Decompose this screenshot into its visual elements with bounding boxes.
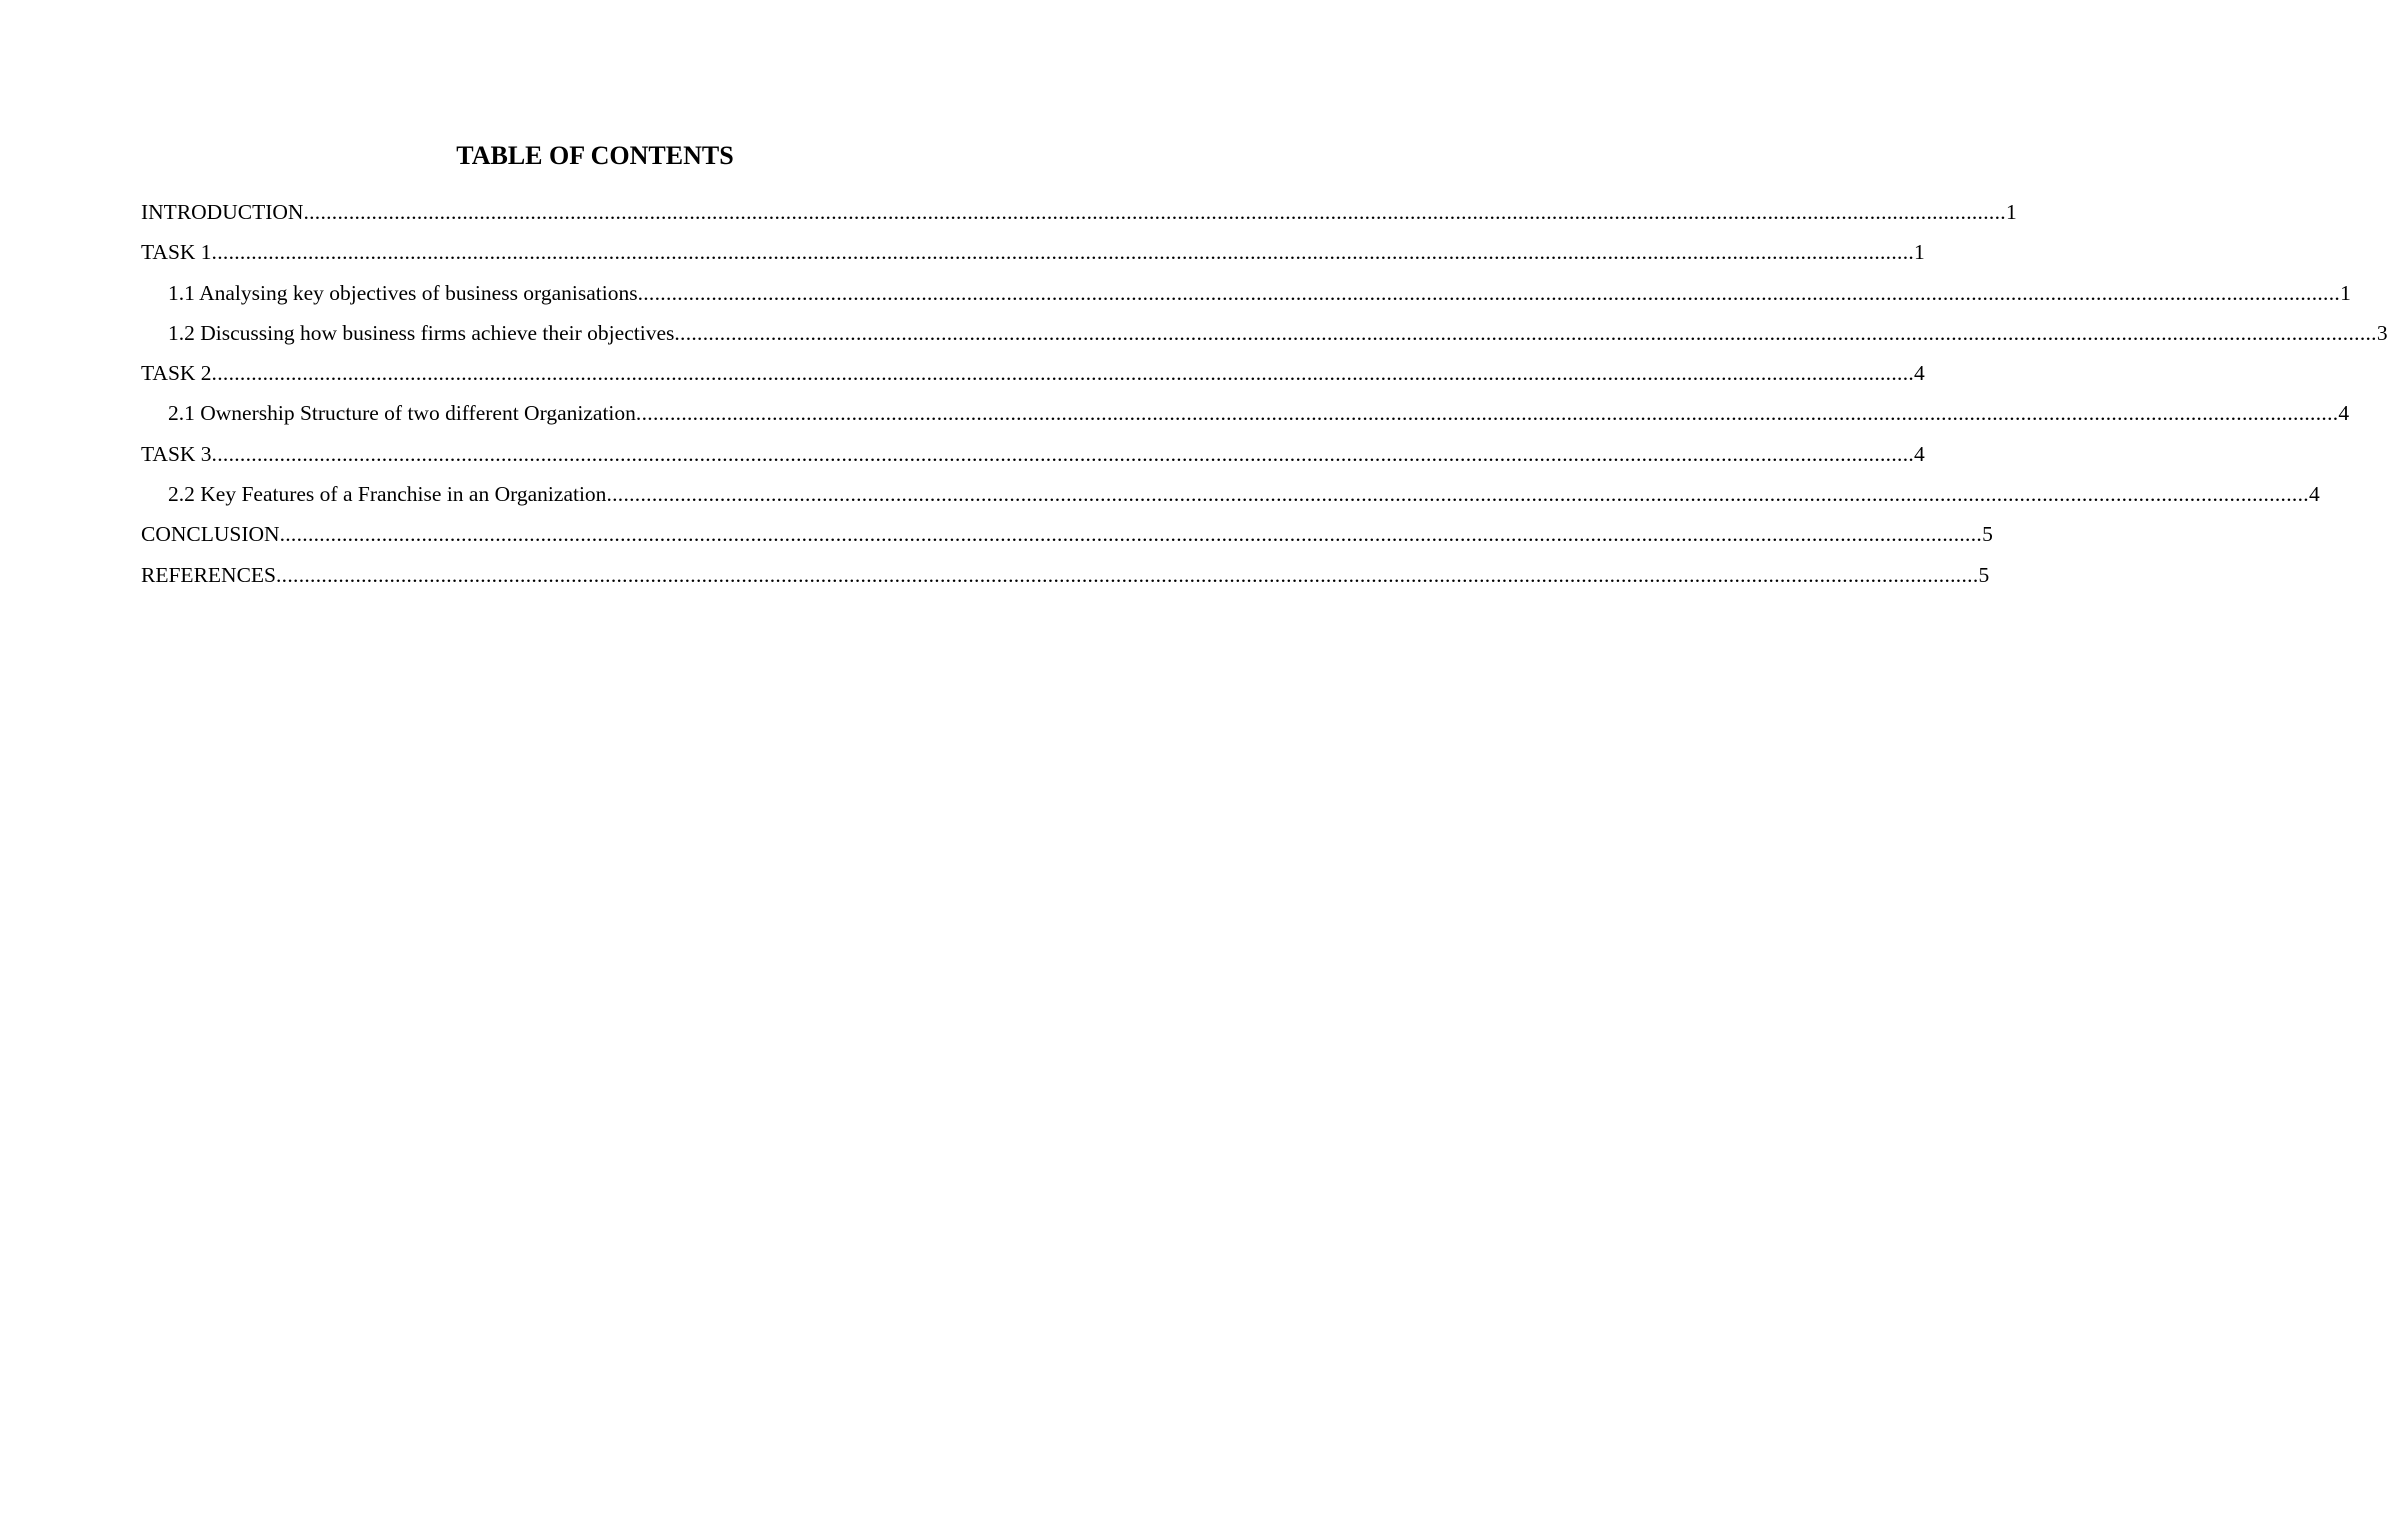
table-of-contents: [141, 196, 2388, 599]
toc-page-number: 4: [2308, 482, 2320, 507]
toc-page-number: 4: [1914, 361, 1925, 386]
toc-page-number: 1: [2340, 280, 2351, 305]
toc-entry-task-1[interactable]: [141, 236, 1925, 276]
toc-entry-label: TASK 3: [141, 441, 212, 466]
toc-entry-task-3[interactable]: [141, 438, 1925, 478]
toc-entry-label: INTRODUCTION: [141, 200, 304, 224]
toc-entry-introduction[interactable]: [141, 196, 2017, 236]
toc-entry-1-2[interactable]: [168, 317, 2388, 357]
toc-dot-leader: ............................................................................................................................................................................................................................................................................................................: [674, 320, 2377, 345]
toc-entry-conclusion[interactable]: [141, 518, 1993, 558]
toc-entry-references[interactable]: [141, 559, 1990, 599]
toc-entry-label: TASK 1: [141, 240, 212, 265]
toc-dot-leader: ............................................................................................................................................................................................................................................................................................................: [211, 361, 1915, 386]
toc-entry-2-2[interactable]: [168, 478, 2320, 518]
toc-page-number: 3: [2376, 320, 2388, 345]
toc-dot-leader: ............................................................................................................................................................................................................................................................................................................: [276, 562, 1979, 587]
toc-dot-leader: ............................................................................................................................................................................................................................................................................................................: [635, 401, 2339, 426]
toc-entry-2-1[interactable]: [168, 397, 2350, 437]
toc-dot-leader: ............................................................................................................................................................................................................................................................................................................: [606, 482, 2309, 507]
toc-dot-leader: ............................................................................................................................................................................................................................................................................................................: [637, 280, 2341, 305]
toc-page-number: 5: [1978, 562, 1990, 587]
toc-entry-label: 2.2 Key Features of a Franchise in an Organization: [168, 482, 607, 507]
toc-dot-leader: ............................................................................................................................................................................................................................................................................................................: [211, 240, 1915, 265]
toc-page-number: 4: [2338, 401, 2350, 426]
toc-entry-task-2[interactable]: [141, 357, 1925, 397]
toc-page-number: 4: [1914, 441, 1925, 466]
toc-title: TABLE OF CONTENTS: [456, 141, 734, 170]
toc-entry-label: CONCLUSION: [141, 522, 280, 547]
toc-dot-leader: ............................................................................................................................................................................................................................................................................................................: [279, 522, 1983, 547]
toc-page-number: 5: [1982, 522, 1993, 547]
toc-entry-label: 1.1 Analysing key objectives of business organisations: [168, 280, 638, 305]
toc-entry-label: 1.2 Discussing how business firms achieve their objectives: [168, 320, 675, 345]
toc-page-number: 1: [1914, 240, 1925, 265]
toc-page-number: 1: [2005, 200, 2017, 224]
toc-entry-1-1[interactable]: [168, 277, 2351, 317]
toc-dot-leader: ............................................................................................................................................................................................................................................................................................................: [303, 200, 2006, 224]
toc-dot-leader: ............................................................................................................................................................................................................................................................................................................: [211, 441, 1915, 466]
toc-entry-label: 2.1 Ownership Structure of two different Organization: [168, 401, 636, 426]
toc-entry-label: TASK 2: [141, 361, 212, 386]
toc-entry-label: REFERENCES: [141, 562, 276, 587]
